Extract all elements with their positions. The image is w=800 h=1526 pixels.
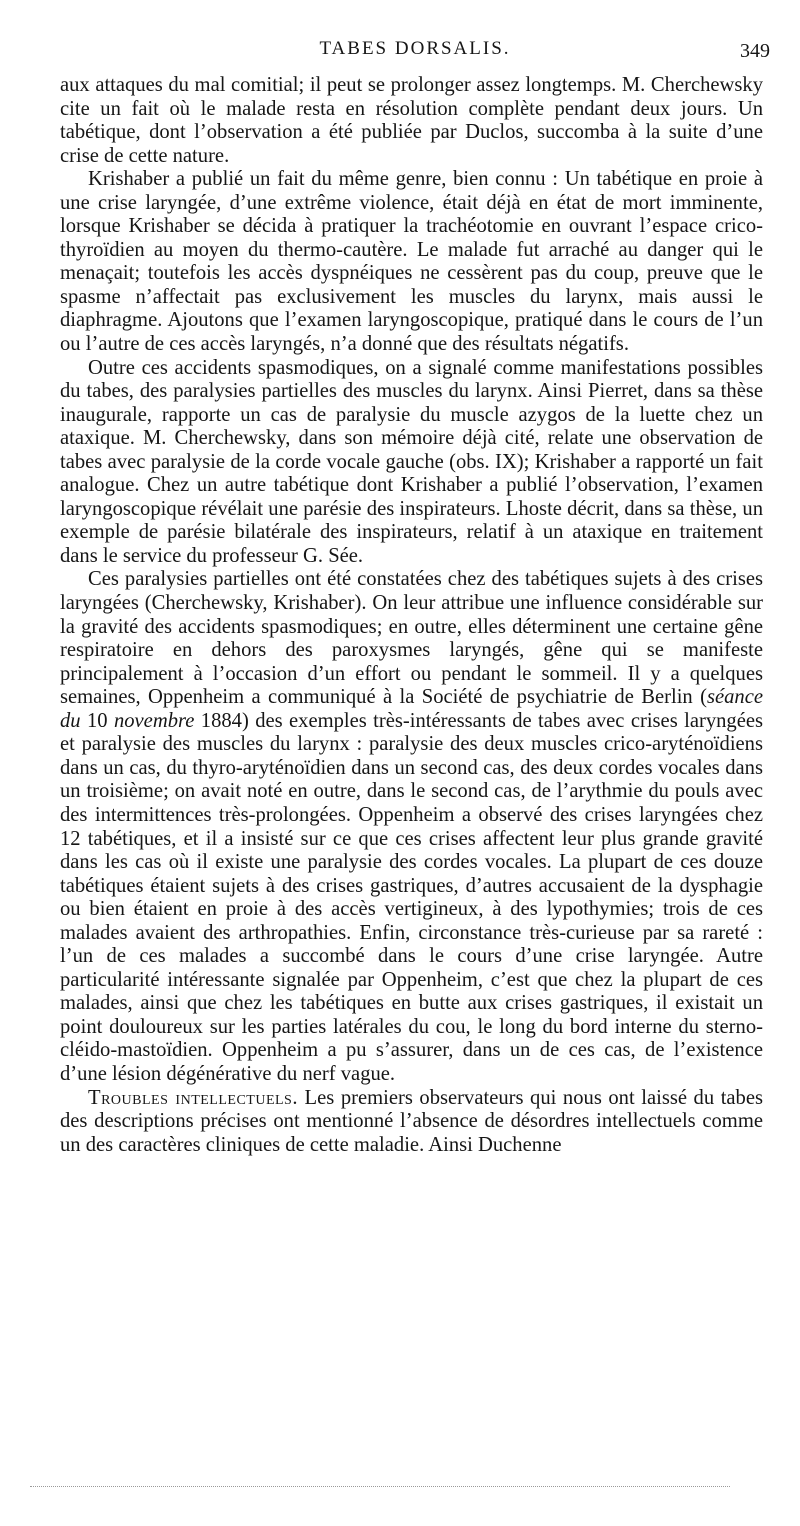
- running-head: [60, 38, 770, 64]
- section-heading: Troubles intellectuels.: [88, 1086, 298, 1109]
- running-title: TABES DORSALIS.: [319, 38, 511, 59]
- page-number: 349: [740, 40, 770, 62]
- body-text: [60, 74, 763, 1157]
- paragraph-2: Krishaber a publié un fait du même genre, bien connu : Un tabétique en proie à une crise laryngée, d’une extrême violence, était déjà en état de mort imminente, lorsque Krishaber se décida à pratiquer la trachéotomie en ouvrant l’espace crico-thyroïdien au moyen du thermo-cautère. Le malade fut arraché au danger qui le menaçait; toutefois les accès dyspnéiques ne cessèrent pas du coup, preuve que le spasme n’affectait pas exclusivement les muscles du larynx, mais aussi le diaphragme. Ajoutons que l’examen laryngoscopique, pratiqué dans le cours de l’un ou l’autre de ces accès laryngés, n’a donné que des résultats négatifs.: [60, 168, 763, 356]
- paragraph-5: [60, 1087, 763, 1158]
- paragraph-4-part-2: 10: [80, 709, 114, 732]
- paragraph-4-part-1: Ces paralysies partielles ont été constatées chez des tabétiques sujets à des crises laryngées (Cherchewsky, Krishaber). On leur attribue une influence considérable sur la gravité des accidents spasmodiques; en outre, elles déterminent une certaine gêne respiratoire en dehors des paroxysmes laryngés, gêne qui se manifeste principalement à l’occasion d’un effort ou pendant le sommeil. Il y a quelques semaines, Oppenheim a communiqué à la Société de psychiatrie de Berlin (: [60, 568, 763, 709]
- paragraph-4: [60, 568, 763, 1086]
- paragraph-4-italic-1: séance du: [60, 686, 763, 732]
- paragraph-4-part-3: 1884) des exemples très-intéressants de tabes avec crises laryngées et paralysie des muscles du larynx : paralysie des deux muscles crico-aryténoïdiens dans un cas, du thyro-aryténoïdien dans un second cas, des deux cordes vocales dans un troisième; on avait noté en outre, dans le second cas, de l’arythmie du pouls avec des intermittences très-prolongées. Oppenheim a observé des crises laryngées chez 12 tabétiques, et il a insisté sur ce que ces crises affectent leur plus grande gravité dans les cas où il existe une paralysie des cordes vocales. La plupart de ces douze tabétiques étaient sujets à des crises gastriques, d’autres accusaient de la dysphagie ou bien étaient en proie à des accès vertigineux, à des lypothymies; trois de ces malades avaient des arthropathies. Enfin, circonstance très-curieuse par sa rareté : l’un de ces malades a succombé dans le cours d’une crise laryngée. Autre particularité intéressante signalée par Oppenheim, c’est que chez la plupart de ces malades, ainsi que chez les tabétiques en butte aux crises gastriques, il existait un point douloureux sur les parties latérales du cou, le long du bord interne du sterno-cléido-mastoïdien. Oppenheim a pu s’assurer, dans un de ces cas, de l’existence d’une lésion dégénérative du nerf vague.: [60, 709, 764, 1085]
- paragraph-4-italic-2: novembre: [113, 709, 195, 732]
- bottom-dotted-rule: [30, 1486, 730, 1487]
- paragraph-3: Outre ces accidents spasmodiques, on a signalé comme manifestations possibles du tabes, des paralysies partielles des muscles du larynx. Ainsi Pierret, dans sa thèse inaugurale, rapporte un cas de paralysie du muscle azygos de la luette chez un ataxique. M. Cherchewsky, dans son mémoire déjà cité, relate une observation de tabes avec paralysie de la corde vocale gauche (obs. IX); Krishaber a rapporté un fait analogue. Chez un autre tabétique dont Krishaber a publié l’observation, l’examen laryngoscopique révélait une parésie des inspirateurs. Lhoste décrit, dans sa thèse, un exemple de parésie bilatérale des inspirateurs, relatif à un ataxique en traitement dans le service du professeur G. Sée.: [60, 356, 763, 567]
- paragraph-1: aux attaques du mal comitial; il peut se prolonger assez longtemps. M. Cherchewsky cite un fait où le malade resta en résolution complète pendant deux jours. Un tabétique, dont l’observation a été publiée par Duclos, succomba à la suite d’une crise de cette nature.: [60, 74, 763, 167]
- paragraph-5-text: Les premiers observateurs qui nous ont laissé du tabes des descriptions précises ont mentionné l’absence de désordres intellectuels comme un des caractères cliniques de cette maladie. Ainsi Duchenne: [60, 1086, 764, 1156]
